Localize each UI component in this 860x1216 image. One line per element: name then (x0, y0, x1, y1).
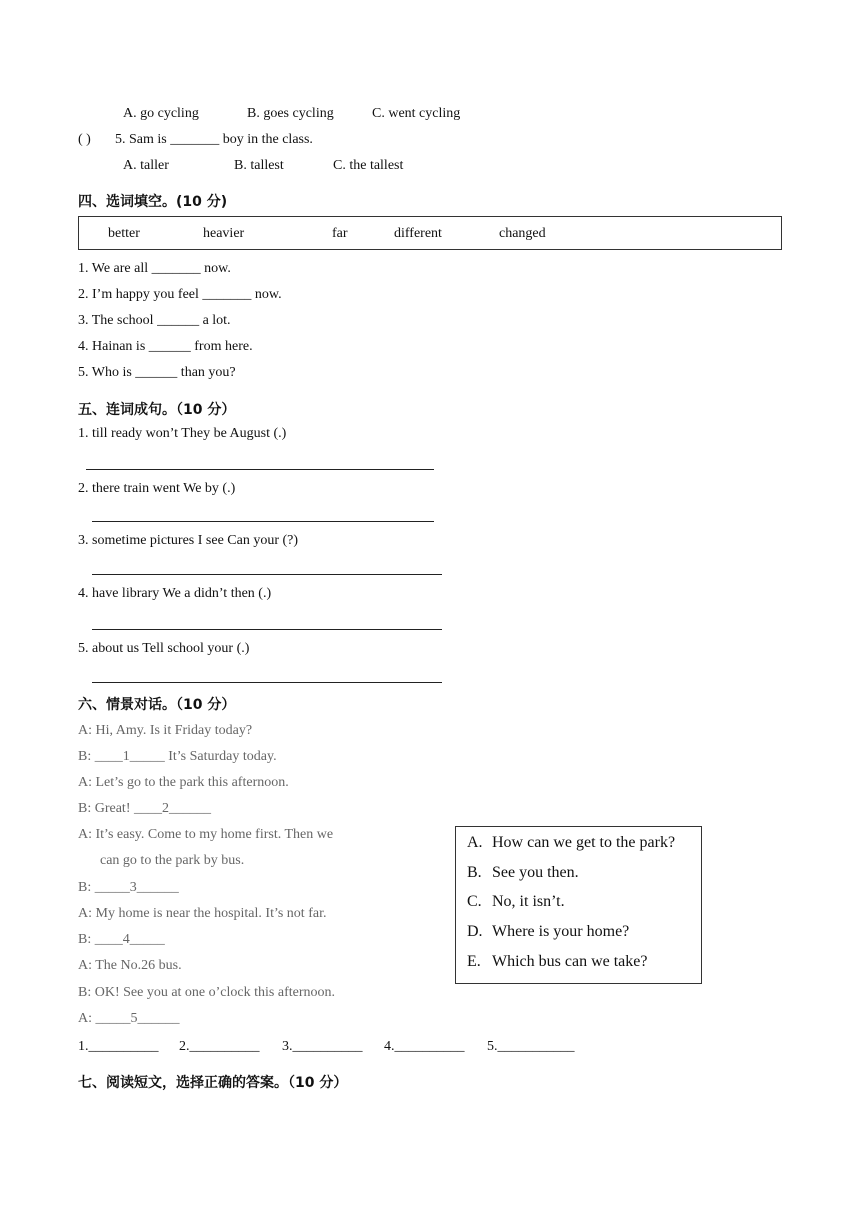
dialog-option: A. How can we get to the park? (467, 834, 676, 851)
scramble-item: 3. sometime pictures I see Can your (?) (78, 533, 299, 548)
fill-item: 3. The school ______ a lot. (78, 313, 231, 328)
word-item: different (394, 226, 442, 241)
section-title: 五、连词成句。（10 分） (78, 402, 236, 418)
answer-paren: ( ) (78, 132, 91, 147)
option-b: B. goes cycling (247, 106, 334, 121)
scramble-item: 2. there train went We by (.) (78, 481, 236, 496)
fill-item: 2. I’m happy you feel _______ now. (78, 287, 282, 302)
fill-item: 4. Hainan is ______ from here. (78, 339, 253, 354)
section-title: 七、阅读短文，选择正确的答案。（10 分） (78, 1075, 348, 1091)
option-a: A. taller (123, 158, 169, 173)
answer-blank: 1.__________ (78, 1039, 159, 1054)
section-title: 六、情景对话。（10 分） (78, 697, 236, 713)
answer-line (92, 521, 434, 522)
dialog-line: A: Hi, Amy. Is it Friday today? (78, 723, 253, 738)
dialog-line: B: OK! See you at one o’clock this afternoon. (78, 985, 335, 1000)
dialog-line: A: _____5______ (78, 1011, 180, 1026)
answer-blank: 2.__________ (179, 1039, 260, 1054)
word-item: heavier (203, 226, 245, 241)
dialog-line: B: ____1_____ It’s Saturday today. (78, 749, 277, 764)
dialog-line: A: The No.26 bus. (78, 958, 182, 973)
answer-line (92, 629, 442, 630)
dialog-line: B: Great! ____2______ (78, 801, 211, 816)
dialog-line: can go to the park by bus. (100, 853, 245, 868)
question-stem: 5. Sam is _______ boy in the class. (115, 132, 313, 147)
dialog-line: A: My home is near the hospital. It’s not far. (78, 906, 327, 921)
scramble-item: 5. about us Tell school your (.) (78, 641, 250, 656)
answer-line (86, 469, 434, 470)
word-bank (78, 216, 782, 250)
dialog-options-box (455, 826, 702, 984)
dialog-line: B: ____4_____ (78, 932, 165, 947)
word-item: far (332, 226, 348, 241)
answer-line (92, 682, 442, 683)
scramble-item: 1. till ready won’t They be August (.) (78, 426, 287, 441)
dialog-option: C. No, it isn’t. (467, 893, 565, 910)
word-item: changed (499, 226, 546, 241)
option-a: A. go cycling (123, 106, 199, 121)
dialog-option: D. Where is your home? (467, 923, 630, 940)
fill-item: 5. Who is ______ than you? (78, 365, 236, 380)
dialog-line: A: It’s easy. Come to my home first. Then we (78, 827, 334, 842)
dialog-option: B. See you then. (467, 864, 579, 881)
word-item: better (108, 226, 140, 241)
answer-line (92, 574, 442, 575)
answer-blank: 5.___________ (487, 1039, 575, 1054)
scramble-item: 4. have library We a didn’t then (.) (78, 586, 272, 601)
option-b: B. tallest (234, 158, 284, 173)
dialog-line: A: Let’s go to the park this afternoon. (78, 775, 289, 790)
dialog-option: E. Which bus can we take? (467, 953, 648, 970)
answer-blank: 4.__________ (384, 1039, 465, 1054)
option-c: C. went cycling (372, 106, 461, 121)
answer-blank: 3.__________ (282, 1039, 363, 1054)
option-c: C. the tallest (333, 158, 404, 173)
dialog-line: B: _____3______ (78, 880, 179, 895)
section-title: 四、选词填空。(10 分) (78, 194, 228, 210)
fill-item: 1. We are all _______ now. (78, 261, 231, 276)
